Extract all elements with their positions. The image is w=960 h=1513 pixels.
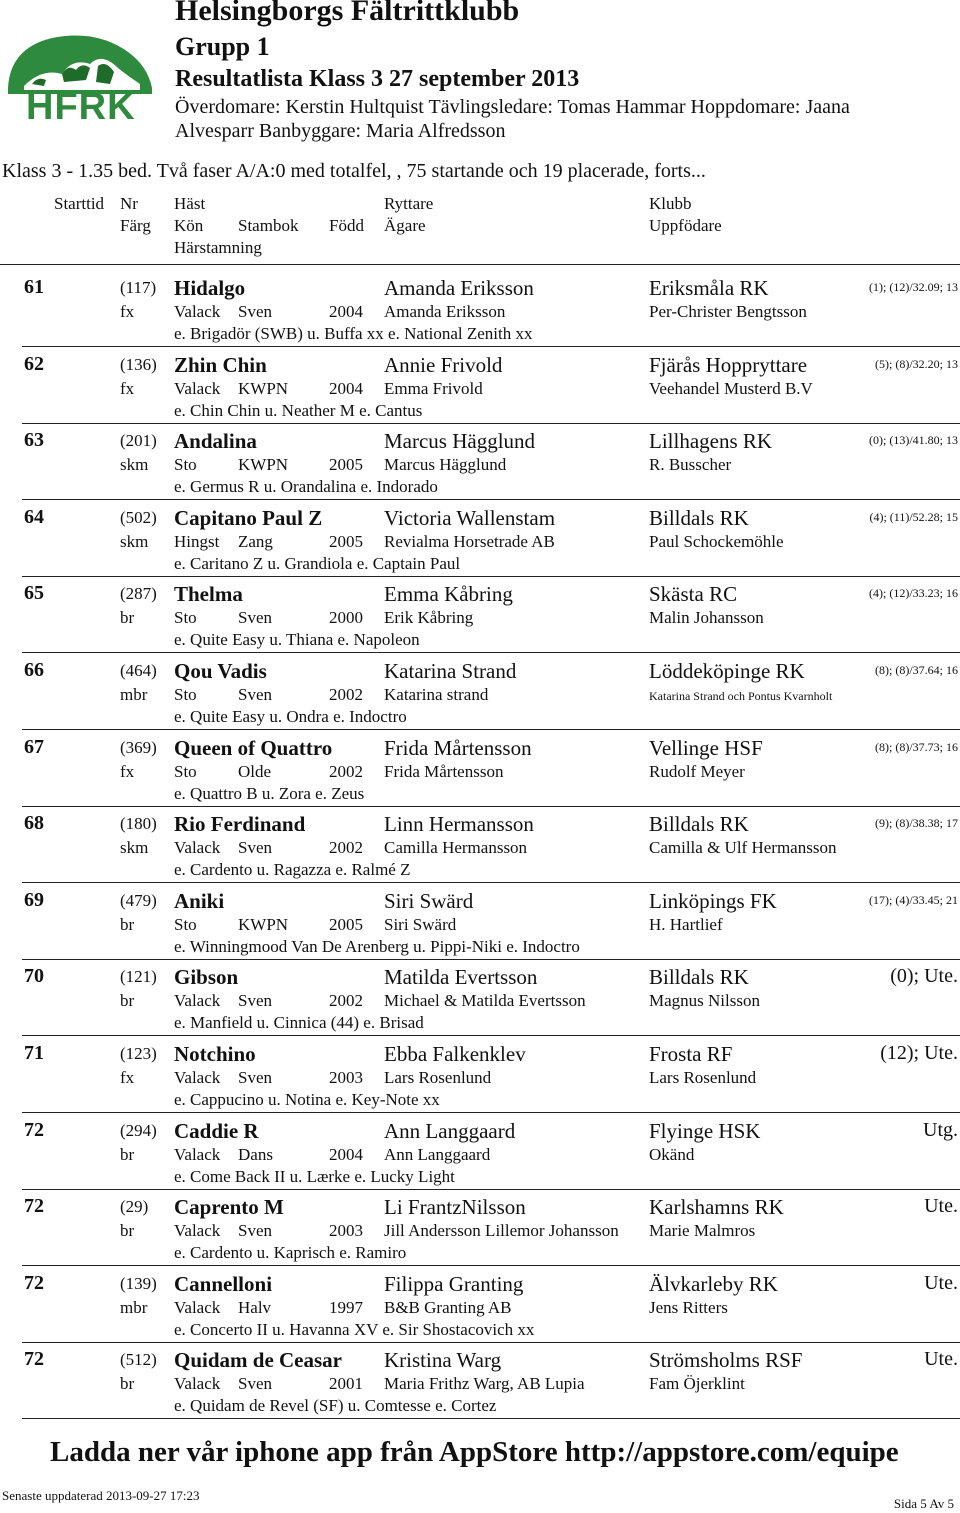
officials-line-1: Överdomare: Kerstin Hultquist Tävlingsledare: Tomas Hammar Hoppdomare: Jaana [175, 96, 850, 118]
rank-cell: 69 [24, 889, 44, 911]
nr-cell: (479) [120, 891, 157, 910]
born-cell: 2005 [329, 532, 363, 551]
owner-name: Jill Andersson Lillemor Johansson [384, 1221, 619, 1240]
pedigree-cell: e. Manfield u. Cinnica (44) e. Brisad [174, 1013, 424, 1032]
col-nr: Nr [120, 194, 138, 213]
breeder-name: R. Busscher [649, 455, 732, 474]
rider-name: Matilda Evertsson [384, 965, 538, 989]
result-row [0, 1042, 960, 1118]
pedigree-cell: e. Winningmood Van De Arenberg u. Pippi-Niki e. Indoctro [174, 937, 580, 956]
rider-name: Frida Mårtensson [384, 736, 532, 760]
results-title: Resultatlista Klass 3 27 september 2013 [175, 66, 580, 92]
result-row [0, 506, 960, 582]
pedigree-cell: e. Brigadör (SWB) u. Buffa xx e. National Zenith xx [174, 324, 533, 343]
club-name: Linköpings FK [649, 889, 777, 913]
result-row [0, 1272, 960, 1348]
club-title: Helsingborgs Fältrittklubb [175, 0, 520, 27]
result-cell: (5); (8)/32.20; 13 [875, 357, 958, 371]
studbook-cell: Sven [238, 838, 272, 857]
row-separator [22, 959, 960, 960]
col-farg: Färg [120, 216, 151, 235]
sex-cell: Valack [174, 1068, 221, 1087]
row-separator [22, 1418, 960, 1419]
nr-cell: (139) [120, 1274, 157, 1293]
breeder-name: H. Hartlief [649, 915, 723, 934]
born-cell: 2004 [329, 302, 363, 321]
breeder-name: Paul Schockemöhle [649, 532, 784, 551]
rank-cell: 61 [24, 276, 44, 298]
officials-line-2: Alvesparr Banbyggare: Maria Alfredsson [175, 120, 506, 142]
color-cell: skm [120, 838, 149, 857]
owner-name: Revialma Horsetrade AB [384, 532, 555, 551]
club-logo [2, 28, 158, 128]
rank-cell: 65 [24, 582, 44, 604]
nr-cell: (123) [120, 1044, 157, 1063]
row-separator [22, 576, 960, 577]
result-cell: (8); (8)/37.73; 16 [875, 740, 958, 754]
sex-cell: Valack [174, 379, 221, 398]
result-row [0, 965, 960, 1041]
club-name: Billdals RK [649, 812, 749, 836]
col-stambok: Stambok [238, 216, 299, 235]
rank-cell: 72 [24, 1348, 44, 1370]
breeder-name: Camilla & Ulf Hermansson [649, 838, 837, 857]
nr-cell: (512) [120, 1350, 157, 1369]
result-cell: Ute. [924, 1195, 958, 1217]
studbook-cell: Halv [238, 1298, 272, 1317]
sex-cell: Sto [174, 915, 197, 934]
born-cell: 2005 [329, 455, 363, 474]
born-cell: 2004 [329, 1145, 363, 1164]
nr-cell: (29) [120, 1197, 149, 1216]
owner-name: Emma Frivold [384, 379, 483, 398]
logo-text: HFRK [26, 86, 136, 128]
row-separator [22, 652, 960, 653]
col-ryttare: Ryttare [384, 194, 434, 213]
row-separator [22, 806, 960, 807]
breeder-name: Fam Öjerklint [649, 1374, 745, 1393]
result-row [0, 889, 960, 965]
group-title: Grupp 1 [175, 32, 270, 61]
result-row [0, 429, 960, 505]
studbook-cell: Sven [238, 302, 272, 321]
row-separator [22, 729, 960, 730]
sex-cell: Sto [174, 762, 197, 781]
club-name: Vellinge HSF [649, 736, 763, 760]
color-cell: mbr [120, 685, 148, 704]
pedigree-cell: e. Germus R u. Orandalina e. Indorado [174, 477, 438, 496]
studbook-cell: Dans [238, 1145, 273, 1164]
page-number: Sida 5 Av 5 [893, 1496, 954, 1511]
color-cell: fx [120, 379, 135, 398]
nr-cell: (121) [120, 967, 157, 986]
result-row [0, 582, 960, 658]
rank-cell: 71 [24, 1042, 44, 1064]
horse-name: Andalina [174, 429, 257, 453]
born-cell: 2001 [329, 1374, 363, 1393]
owner-name: B&B Granting AB [384, 1298, 512, 1317]
sex-cell: Sto [174, 455, 197, 474]
breeder-name: Marie Malmros [649, 1221, 756, 1240]
col-agare: Ägare [384, 216, 426, 235]
nr-cell: (287) [120, 584, 157, 603]
result-row [0, 353, 960, 429]
color-cell: skm [120, 532, 149, 551]
rider-name: Victoria Wallenstam [384, 506, 556, 530]
horse-name: Qou Vadis [174, 659, 267, 683]
sex-cell: Valack [174, 1145, 221, 1164]
pedigree-cell: e. Quite Easy u. Thiana e. Napoleon [174, 630, 420, 649]
rider-name: Emma Kåbring [384, 582, 513, 606]
club-name: Billdals RK [649, 965, 749, 989]
color-cell: fx [120, 302, 135, 321]
born-cell: 2002 [329, 685, 363, 704]
breeder-name: Okänd [649, 1145, 695, 1164]
color-cell: fx [120, 762, 135, 781]
horse-name: Zhin Chin [174, 353, 267, 377]
result-cell: (4); (11)/52.28; 15 [869, 510, 958, 524]
color-cell: fx [120, 1068, 135, 1087]
studbook-cell: Sven [238, 1374, 272, 1393]
nr-cell: (294) [120, 1121, 157, 1140]
rank-cell: 70 [24, 965, 44, 987]
rank-cell: 63 [24, 429, 44, 451]
rank-cell: 72 [24, 1119, 44, 1141]
studbook-cell: KWPN [238, 455, 289, 474]
row-separator [22, 1035, 960, 1036]
pedigree-cell: e. Cappucino u. Notina e. Key-Note xx [174, 1090, 440, 1109]
owner-name: Maria Frithz Warg, AB Lupia [384, 1374, 585, 1393]
rank-cell: 67 [24, 736, 44, 758]
born-cell: 2002 [329, 838, 363, 857]
born-cell: 2004 [329, 379, 363, 398]
nr-cell: (201) [120, 431, 157, 450]
born-cell: 2005 [329, 915, 363, 934]
owner-name: Marcus Hägglund [384, 455, 507, 474]
born-cell: 2002 [329, 991, 363, 1010]
horse-name: Hidalgo [174, 276, 246, 300]
born-cell: 2000 [329, 608, 363, 627]
pedigree-cell: e. Quite Easy u. Ondra e. Indoctro [174, 707, 407, 726]
pedigree-cell: e. Come Back II u. Lærke e. Lucky Light [174, 1167, 455, 1186]
club-name: Älvkarleby RK [649, 1272, 778, 1296]
breeder-name: Malin Johansson [649, 608, 764, 627]
row-separator [22, 1342, 960, 1343]
owner-name: Amanda Eriksson [384, 302, 506, 321]
rank-cell: 72 [24, 1272, 44, 1294]
result-row [0, 659, 960, 735]
result-row [0, 276, 960, 352]
rider-name: Annie Frivold [384, 353, 503, 377]
owner-name: Camilla Hermansson [384, 838, 528, 857]
horse-name: Aniki [174, 889, 225, 913]
result-row [0, 812, 960, 888]
born-cell: 2003 [329, 1221, 363, 1240]
horse-name: Caprento M [174, 1195, 284, 1219]
studbook-cell: Olde [238, 762, 272, 781]
pedigree-cell: e. Quidam de Revel (SF) u. Comtesse e. Cortez [174, 1396, 497, 1415]
horse-name: Thelma [174, 582, 243, 606]
rider-name: Filippa Granting [384, 1272, 524, 1296]
owner-name: Ann Langgaard [384, 1145, 491, 1164]
club-name: Skästa RC [649, 582, 738, 606]
horse-name: Rio Ferdinand [174, 812, 306, 836]
studbook-cell: Sven [238, 991, 272, 1010]
rider-name: Kristina Warg [384, 1348, 502, 1372]
club-name: Lillhagens RK [649, 429, 773, 453]
horse-name: Gibson [174, 965, 239, 989]
sex-cell: Valack [174, 1374, 221, 1393]
result-row [0, 1119, 960, 1195]
studbook-cell: KWPN [238, 379, 289, 398]
row-separator [22, 1265, 960, 1266]
result-cell: (12); Ute. [880, 1042, 958, 1064]
breeder-name: Veehandel Musterd B.V [649, 379, 813, 398]
result-cell: (1); (12)/32.09; 13 [869, 280, 958, 294]
rider-name: Linn Hermansson [384, 812, 534, 836]
result-cell: (17); (4)/33.45; 21 [869, 893, 958, 907]
breeder-name: Katarina Strand och Pontus Kvarnholt [649, 689, 833, 703]
nr-cell: (117) [120, 278, 157, 297]
studbook-cell: Sven [238, 1068, 272, 1087]
studbook-cell: KWPN [238, 915, 289, 934]
color-cell: br [120, 608, 135, 627]
studbook-cell: Zang [238, 532, 273, 551]
studbook-cell: Sven [238, 608, 272, 627]
horse-name: Quidam de Ceasar [174, 1348, 342, 1372]
col-hast: Häst [174, 194, 206, 213]
result-cell: (4); (12)/33.23; 16 [869, 586, 958, 600]
breeder-name: Per-Christer Bengtsson [649, 302, 807, 321]
color-cell: skm [120, 455, 149, 474]
color-cell: br [120, 1221, 135, 1240]
pedigree-cell: e. Concerto II u. Havanna XV e. Sir Shostacovich xx [174, 1320, 535, 1339]
sex-cell: Valack [174, 838, 221, 857]
rank-cell: 66 [24, 659, 44, 681]
owner-name: Michael & Matilda Evertsson [384, 991, 586, 1010]
sex-cell: Valack [174, 1221, 221, 1240]
row-separator [22, 423, 960, 424]
color-cell: br [120, 1145, 135, 1164]
horse-name: Capitano Paul Z [174, 506, 323, 530]
breeder-name: Rudolf Meyer [649, 762, 745, 781]
club-name: Frosta RF [649, 1042, 733, 1066]
color-cell: br [120, 1374, 135, 1393]
result-cell: (0); Ute. [890, 965, 958, 987]
pedigree-cell: e. Cardento u. Kaprisch e. Ramiro [174, 1243, 407, 1262]
rank-cell: 62 [24, 353, 44, 375]
col-harstamning: Härstamning [174, 238, 262, 257]
row-separator [22, 346, 960, 347]
pedigree-cell: e. Cardento u. Ragazza e. Ralmé Z [174, 860, 411, 879]
result-row [0, 1348, 960, 1424]
rider-name: Amanda Eriksson [384, 276, 534, 300]
studbook-cell: Sven [238, 1221, 272, 1240]
breeder-name: Magnus Nilsson [649, 991, 760, 1010]
nr-cell: (502) [120, 508, 157, 527]
class-line: Klass 3 - 1.35 bed. Två faser A/A:0 med totalfel, , 75 startande och 19 placerade, forts... [2, 160, 706, 182]
horse-name: Notchino [174, 1042, 256, 1066]
owner-name: Frida Mårtensson [384, 762, 504, 781]
row-separator [22, 1189, 960, 1190]
row-separator [22, 499, 960, 500]
owner-name: Lars Rosenlund [384, 1068, 492, 1087]
col-starttid: Starttid [54, 194, 105, 213]
sex-cell: Valack [174, 302, 221, 321]
sex-cell: Hingst [174, 532, 220, 551]
owner-name: Katarina strand [384, 685, 489, 704]
nr-cell: (136) [120, 355, 157, 374]
horse-name: Cannelloni [174, 1272, 273, 1296]
rider-name: Li FrantzNilsson [384, 1195, 526, 1219]
color-cell: br [120, 915, 135, 934]
nr-cell: (369) [120, 738, 157, 757]
last-updated: Senaste uppdaterad 2013-09-27 17:23 [2, 1488, 200, 1503]
color-cell: mbr [120, 1298, 148, 1317]
pedigree-cell: e. Caritano Z u. Grandiola e. Captain Paul [174, 554, 461, 573]
born-cell: 2003 [329, 1068, 363, 1087]
result-cell: Ute. [924, 1348, 958, 1370]
rank-cell: 68 [24, 812, 44, 834]
app-promo: Ladda ner vår iphone app från AppStore http://appstore.com/equipe [50, 1436, 899, 1468]
col-fodd: Född [329, 216, 364, 235]
studbook-cell: Sven [238, 685, 272, 704]
sex-cell: Sto [174, 608, 197, 627]
owner-name: Erik Kåbring [384, 608, 474, 627]
col-uppfodare: Uppfödare [649, 216, 722, 235]
pedigree-cell: e. Chin Chin u. Neather M e. Cantus [174, 401, 423, 420]
rider-name: Ebba Falkenklev [384, 1042, 526, 1066]
rider-name: Ann Langgaard [384, 1119, 516, 1143]
born-cell: 2002 [329, 762, 363, 781]
born-cell: 1997 [329, 1298, 363, 1317]
rank-cell: 72 [24, 1195, 44, 1217]
result-cell: (9); (8)/38.38; 17 [875, 816, 958, 830]
breeder-name: Lars Rosenlund [649, 1068, 757, 1087]
club-name: Karlshamns RK [649, 1195, 784, 1219]
rank-cell: 64 [24, 506, 44, 528]
breeder-name: Jens Ritters [649, 1298, 728, 1317]
club-name: Billdals RK [649, 506, 749, 530]
pedigree-cell: e. Quattro B u. Zora e. Zeus [174, 784, 365, 803]
col-klubb: Klubb [649, 194, 692, 213]
club-name: Strömsholms RSF [649, 1348, 803, 1372]
result-cell: (0); (13)/41.80; 13 [869, 433, 958, 447]
club-name: Fjärås Hoppryttare [649, 353, 808, 377]
result-cell: Ute. [924, 1272, 958, 1294]
club-name: Eriksmåla RK [649, 276, 769, 300]
row-separator [22, 1112, 960, 1113]
rider-name: Katarina Strand [384, 659, 517, 683]
result-cell: (8); (8)/37.64; 16 [875, 663, 958, 677]
result-row [0, 736, 960, 812]
nr-cell: (180) [120, 814, 157, 833]
result-row [0, 1195, 960, 1271]
result-cell: Utg. [923, 1119, 958, 1141]
row-separator [22, 882, 960, 883]
color-cell: br [120, 991, 135, 1010]
col-kon: Kön [174, 216, 204, 235]
horse-name: Queen of Quattro [174, 736, 333, 760]
sex-cell: Sto [174, 685, 197, 704]
sex-cell: Valack [174, 991, 221, 1010]
nr-cell: (464) [120, 661, 157, 680]
rider-name: Marcus Hägglund [384, 429, 536, 453]
owner-name: Siri Swärd [384, 915, 457, 934]
header-rule [0, 264, 960, 265]
horse-name: Caddie R [174, 1119, 259, 1143]
club-name: Flyinge HSK [649, 1119, 761, 1143]
sex-cell: Valack [174, 1298, 221, 1317]
club-name: Löddeköpinge RK [649, 659, 805, 683]
rider-name: Siri Swärd [384, 889, 474, 913]
